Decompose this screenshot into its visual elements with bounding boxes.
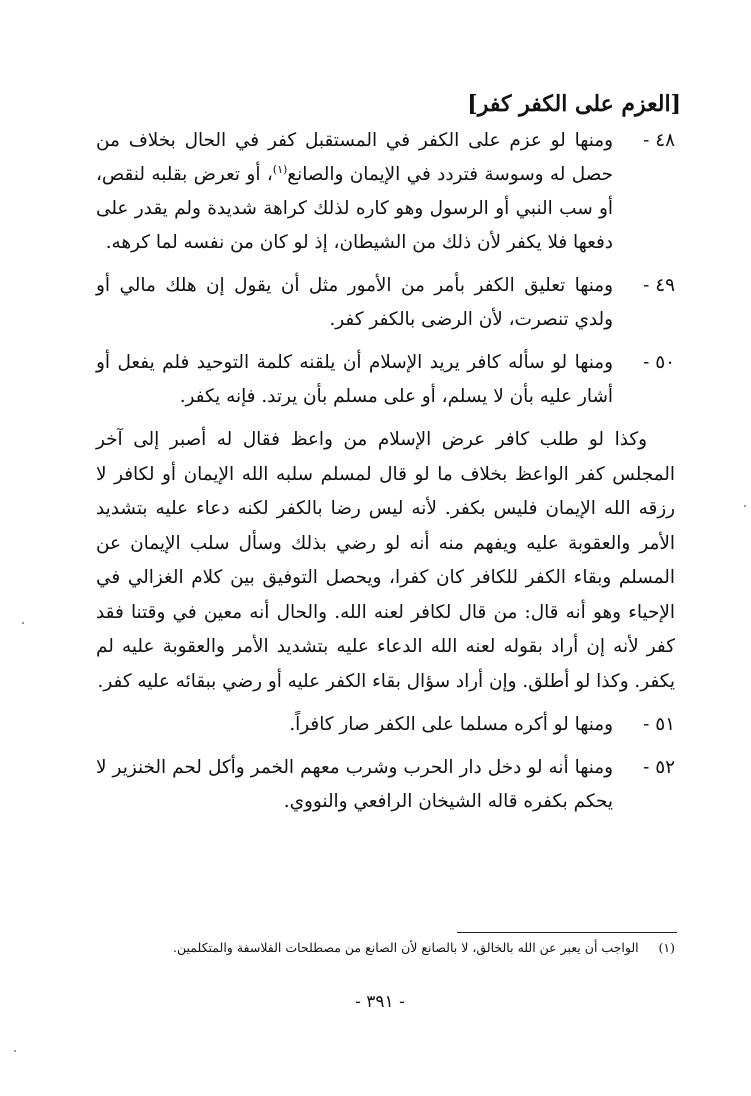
footnote-divider	[457, 932, 677, 933]
item-text-continued: ، أو تعرض بقلبه لنقص، أو سب النبي أو الرسول وهو كاره لذلك كراهة شديدة ولم يقدر على دفعها فلا يكفر لأن ذلك من الشيطان، إذ لو كان من نفسه لما كرهه.	[96, 164, 613, 253]
scan-speck	[22, 622, 24, 624]
section-heading: [العزم على الكفر كفر]	[467, 91, 681, 117]
list-item-48	[96, 124, 675, 260]
item-number: ٥٠ -	[643, 352, 675, 373]
page-number: - ٣٩١ -	[355, 992, 405, 1012]
list-item-50	[96, 346, 675, 414]
item-number: ٥٢ -	[643, 757, 675, 778]
item-number: ٥١ -	[643, 714, 675, 735]
list-item-51	[96, 708, 675, 742]
list-item-52	[96, 751, 675, 819]
footnote-text: الواجب أن يعبر عن الله بالخالق، لا بالصانع لأن الصانع من مصطلحات الفلاسفة والمتكلمين.	[173, 940, 639, 955]
item-text: ومنها لو أكره مسلما على الكفر صار كافراً.	[289, 714, 613, 735]
item-text: ومنها تعليق الكفر بأمر من الأمور مثل أن يقول إن هلك مالي أو ولدي تنصرت، لأن الرضى بالكفر كفر.	[96, 275, 613, 330]
footnote	[108, 938, 675, 958]
footnote-marker: (١)	[658, 940, 675, 955]
item-text: ومنها لو سأله كافر يريد الإسلام أن يلقنه كلمة التوحيد فلم يفعل أو أشار عليه بأن لا يسلم، أو على مسلم بأن يرتد. فإنه يكفر.	[96, 352, 613, 407]
list-item-49	[96, 269, 675, 337]
item-text: ومنها لو عزم على الكفر في المستقبل كفر في الحال بخلاف من حصل له وسوسة فتردد في الإيمان والصانع	[96, 130, 614, 185]
item-text: ومنها أنه لو دخل دار الحرب وشرب معهم الخمر وأكل لحم الخنزير لا يحكم بكفره قاله الشيخان الرافعي والنووي.	[96, 757, 613, 812]
main-text	[96, 86, 681, 828]
item-number: ٤٩ -	[643, 275, 675, 296]
scan-speck	[744, 505, 746, 507]
footnote-reference[interactable]: (١)	[272, 162, 288, 176]
scan-speck	[14, 1050, 16, 1052]
item-number: ٤٨ -	[643, 130, 675, 151]
body-paragraph: وكذا لو طلب كافر عرض الإسلام من واعظ فقال له أصبر إلى آخر المجلس كفر الواعظ بخلاف ما لو قال لمسلم سلبه الله الإيمان أو لكافر لا رزقه الله الإيمان فليس بكفر. لأنه ليس رضا بالكفر لكنه دعاء عليه بتشديد الأمر والعقوبة عليه ويفهم منه أنه لو رضي بذلك وسأل سلب الإيمان عن المسلم وبقاء الكفر للكافر كان كفرا، ويحصل التوفيق بين كلام الغزالي في الإحياء وهو أنه قال: من قال لكافر لعنه الله. والحال أنه معين في وقتنا فقد كفر لأنه إن أراد بقوله لعنه الله الدعاء عليه بتشديد الأمر والعقوبة عليه لم يكفر. وكذا لو أطلق. وإن أراد سؤال بقاء الكفر عليه أو رضي ببقائه عليه كفر.	[96, 429, 675, 692]
